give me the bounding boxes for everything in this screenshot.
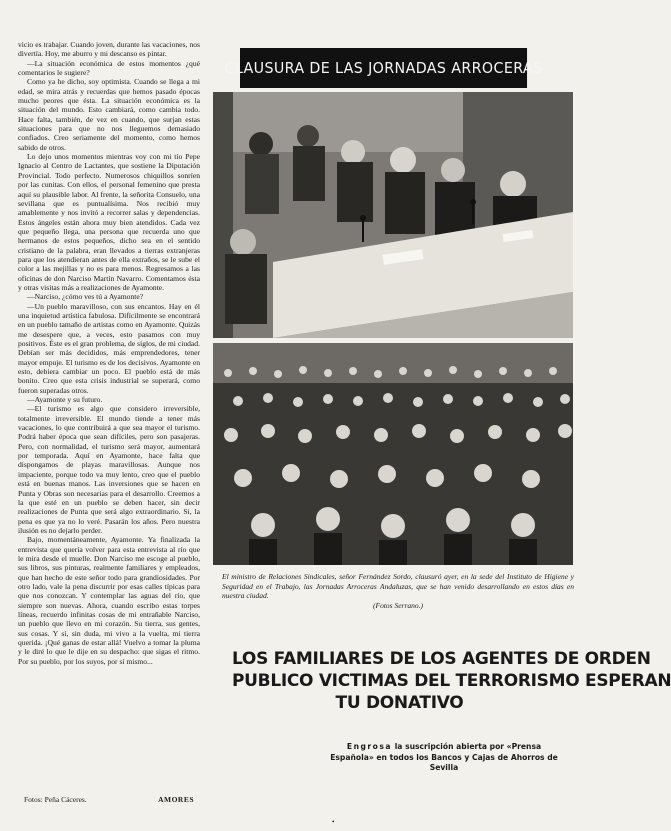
interview-article xyxy=(18,40,200,810)
photo-ceremony-table xyxy=(213,92,573,338)
photo-audience xyxy=(213,343,573,565)
caption-text: El ministro de Relaciones Sindicales, señor Fernández Sordo, clausuró ayer, en la sede del Instituto de Higiene y Seguridad en el Trabajo, las Jornadas Arroceras Andaluzas, que se han venido desarrollando en estos días en nuestra ciudad. xyxy=(222,572,574,601)
donation-headline xyxy=(232,648,671,714)
page-mark: • xyxy=(332,818,335,826)
photo-caption xyxy=(222,572,574,610)
appeal-text: la suscripción abierta por «Prensa Española» en todos los Bancos y Cajas de Ahorros de Sevilla xyxy=(330,742,558,772)
article-paragraph: —Ayamonte y su futuro. xyxy=(27,395,103,405)
headline-line: LOS FAMILIARES DE LOS AGENTES DE ORDEN xyxy=(232,649,651,669)
headline-line: TU DONATIVO xyxy=(335,693,464,713)
donation-appeal xyxy=(328,742,560,774)
photo-credit: Fotos: Peña Cáceres. xyxy=(24,795,87,804)
headline-line: PUBLICO VICTIMAS DEL TERRORISMO ESPERAN xyxy=(232,671,671,691)
article-paragraph: —El turismo es algo que considero irreversible, totalmente irreversible. El mundo tiende a tener más vacaciones, lo que contribuirá a que sea mayor el turismo. Podrá haber época que sean difíciles, pero son pasajeras. Pero, con normalidad, el turismo será mayor, aumentará por temporada. Aquí en Ayamonte, hace falta que dispongamos de playas maravillosas. Aunque nos impaciente, porque todo va muy lento, creo que el pueblo está en buenas manos. Las inversiones que se hacen en Punta y Obras son necesarias para el desarrollo. Creemos a la que esté en un pueblo se deben hacer, sin decir realizaciones de Punta que será algo extraordinario. Si, la pena es que ya no lo veré. Pasarán los años. Pero nuestra ilusión es no dejarlo perder. xyxy=(18,404,200,535)
article-paragraph: —Narciso, ¿cómo ves tú a Ayamonte? xyxy=(27,292,144,302)
article-paragraph: Bajo, momentáneamente, Ayamonte. Ya finalizada la entrevista que quería volver para esta entrevista al río que le mira desde el muelle. Don Narciso me escoge al pueblo, sus libros, sus pinturas, realmente familiares y empleados, que han hecho de este señor todo para grandiosidades. Por otro lado, vale la pena discurrir por esas calles típicas para que nos conozcan. Y contemplar las aguas del río, que siempre son nuevas. Ahora, cuando escribo estas torpes líneas, recuerdo infinitas cosas de mi entrañable Narciso, un pueblo que llevo en mi corazón. Su tierra, sus gentes, sus cosas. Y sí, sin duda, mi vivo a la vuelta, mi tierra querida. ¡Qué ganas de estar allá! Vuelvo a tomar la pluma y le diré lo que le dije en su despacho: que sigas el ritmo. Por su pueblo, por los suyos, por sí mismo... xyxy=(18,535,200,666)
photo-audience-image xyxy=(213,343,573,565)
article-paragraph: —La situación económica de estos momentos ¿qué comentarios le sugiere? xyxy=(18,58,200,78)
caption-credit: (Fotos Serrano.) xyxy=(373,600,423,610)
photo-ceremony-image xyxy=(213,92,573,338)
article-footer xyxy=(24,795,194,804)
article-paragraph: Como ya he dicho, soy optimista. Cuando se llega a mi edad, se mira atrás y recuerdas que hemos pasado épocas mucho peores que ésta. La situación económica es la situación del mundo. Esto cambiará, como cambia todo. Hace falta, también, de vez en cuando, que surjan estas situaciones para que no nos lleguemos demasiado confiados. Creo seriamente del momento, como hemos sabido de otros. xyxy=(18,77,200,152)
article-author: AMORES xyxy=(158,795,194,804)
section-banner: CLAUSURA DE LAS JORNADAS ARROCERAS xyxy=(240,48,527,88)
article-paragraph: —Un pueblo maravilloso, con sus encantos. Hay en él una inquietud artística fabulosa. Difícilmente se encontrará en un pueblo tamaño de artistas como en Ayamonte. Quizás me desespere que, a veces, esto pasamos con muy positivos. Éste es el gran problema, de siglos, de mi ciudad. Debían ser más decididos, más emprendedores, tener mayor empuje. El turismo es de los decisivos. Ayamonte en esto, debiera cambiar un poco. El pueblo está de más bonito. Creo que esta crisis industrial se superará, como fueron superadas otros. xyxy=(18,301,200,395)
article-paragraph: Lo dejo unos momentos mientras voy con mi tío Pepe Ignacio al Centro de Lactantes, que sostiene la Diputación Provincial. Todo perfecto. Numerosos chiquillos sonríen por las cunitas. Con ellos, el personal femenino que presta aquí su plausible labor. Al frente, la señorita Consuelo, una sevillana que es puntualísima. Nos recibió muy amablemente y nos invitó a recorrer salas y dependencias. Estos ángeles están ahora muy bien atendidos. Cada vez que pequeño llega, una persona que recuerda uno que hermanos de estos pequeños, dicho sea en el sentido cristiano de la palabra, eran llevados a tierras extranjeras para que los atendieran antes de ella extraños, se le sube el color a las mejillas y no es para menos. Regresamos a las oficinas de don Narciso Martín Navarro. Comentamos ésta y otras visitas más a realizaciones de Ayamonte. xyxy=(18,152,200,292)
appeal-lead: Engrosa xyxy=(346,742,393,751)
article-paragraph: vicio es trabajar. Cuando joven, durante las vacaciones, nos divertía. Hoy, me aburro y mi descanso es pintar. xyxy=(18,40,200,59)
